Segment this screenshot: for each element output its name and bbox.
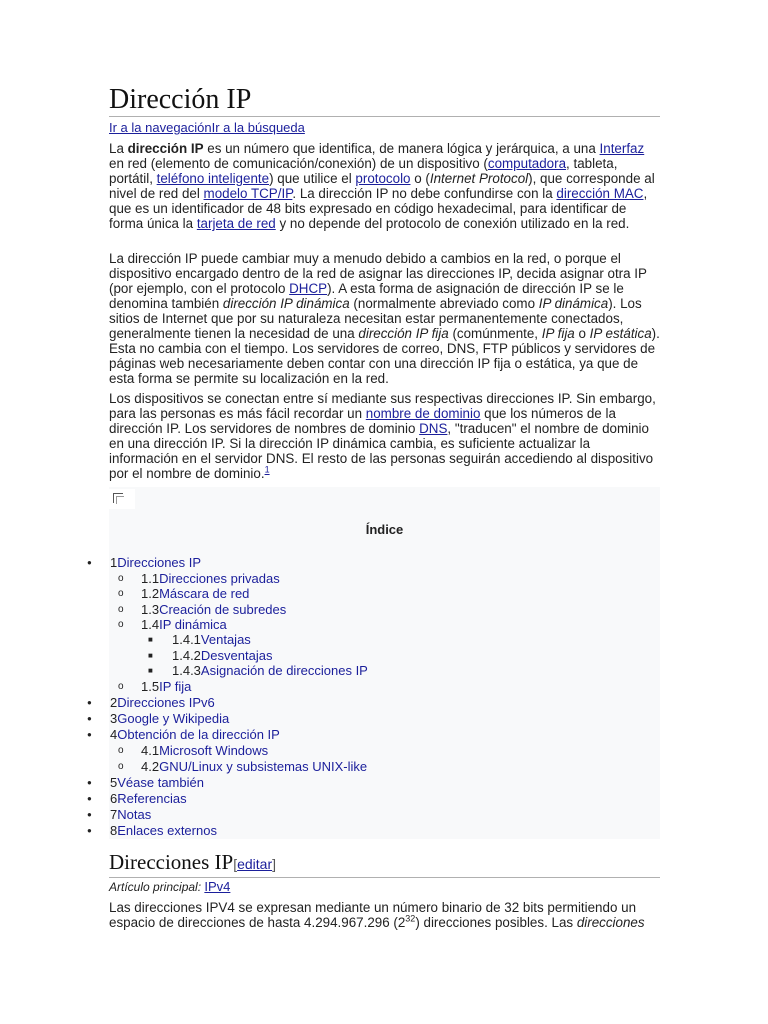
toc-bullet: ■ [148, 651, 153, 660]
section-title: Direcciones IP [109, 850, 234, 874]
toc-item[interactable] [172, 663, 368, 678]
toc-bullet: o [118, 588, 124, 599]
toc-item-label: Google y Wikipedia [117, 711, 230, 726]
toc-item-label: Véase también [117, 775, 204, 790]
toc-item[interactable] [110, 823, 217, 838]
toc-item[interactable] [110, 555, 201, 570]
toc-bullet: ● [87, 794, 92, 803]
text: o [574, 326, 590, 341]
toc-item-number: 1.4 [141, 617, 160, 632]
hatnote-label: Artículo principal: [109, 880, 205, 894]
toc-item-label: Direcciones IP [117, 555, 202, 570]
text: ), que corresponde al nivel de red del [109, 171, 655, 201]
edit-bracket-close: ] [272, 856, 277, 872]
toc-item-number: 2 [110, 695, 118, 710]
toc-item[interactable] [172, 648, 272, 663]
toc-item[interactable] [141, 759, 367, 774]
toc-bullet: o [118, 619, 124, 630]
italic-term: dirección IP dinámica [222, 296, 350, 311]
page-title: Dirección IP [109, 84, 660, 117]
superscript: 32 [405, 913, 416, 924]
toc-bullet: ● [87, 714, 92, 723]
toc-item[interactable] [172, 632, 251, 647]
toc-item-number: 8 [110, 823, 118, 838]
modelo-tcp-ip-link[interactable]: modelo TCP/IP [203, 186, 293, 201]
text: ). Esta no cambia con el tiempo. Los servidores de correo, DNS, FTP públicos y servidores de páginas web necesariamente deben contar con una dirección IP fija o estática, ya que de esta forma se permite su localización en la red. [109, 326, 660, 386]
toc-bullet: ● [87, 730, 92, 739]
edit-section-link[interactable]: editar [237, 856, 273, 872]
intro-paragraph-1 [109, 141, 661, 231]
toc-item[interactable] [141, 571, 280, 586]
text: La dirección IP puede cambiar muy a menudo debido a cambios en la red, o porque el dispositivo encargado dentro de la red de asignar las direcciones IP, decida asignar otra IP (por ejemplo, con el protocolo [109, 251, 647, 296]
section-heading-direcciones-ip [109, 850, 660, 878]
computadora-link[interactable]: computadora [487, 156, 567, 171]
jump-links [109, 120, 305, 135]
toc-item-label: GNU/Linux y subsistemas UNIX-like [159, 759, 368, 774]
text: ) que utilice el [269, 171, 356, 186]
toc-toggle-icon [113, 493, 123, 503]
toc-item-number: 1.5 [141, 679, 160, 694]
text: (normalmente abreviado como [349, 296, 539, 311]
text: es un número que identifica, de manera lógica y jerárquica, a una [203, 141, 600, 156]
toc-title: Índice [365, 522, 404, 537]
italic-term: IP estática [589, 326, 652, 341]
protocolo-link[interactable]: protocolo [355, 171, 411, 186]
toc-item-label: Microsoft Windows [159, 743, 269, 758]
toc-item[interactable] [110, 727, 280, 742]
italic-term: dirección IP fija [358, 326, 449, 341]
toc-item-number: 1.4.1 [172, 632, 201, 647]
text: , tableta, portátil, [109, 156, 618, 186]
toc-item-number: 1.3 [141, 602, 160, 617]
toc-item-number: 7 [110, 807, 118, 822]
toc-item-label: Enlaces externos [117, 823, 217, 838]
text: Los dispositivos se conectan entre sí mediante sus respectivas direcciones IP. Sin embargo, para las personas es más fácil recordar un [109, 391, 656, 421]
toc-item-number: 1 [110, 555, 118, 570]
toc-item[interactable] [141, 602, 286, 617]
italic-term: IP fija [541, 326, 575, 341]
text: o ( [410, 171, 430, 186]
telefono-inteligente-link[interactable]: teléfono inteligente [156, 171, 270, 186]
toc-item-number: 6 [110, 791, 118, 806]
text: y no depende del protocolo de conexión utilizado en la red. [275, 216, 630, 231]
interfaz-link[interactable]: Interfaz [599, 141, 645, 156]
toc-bullet: o [118, 681, 124, 692]
direccion-mac-link[interactable]: dirección MAC [556, 186, 644, 201]
toc-item-label: Asignación de direcciones IP [200, 663, 368, 678]
toc-item-label: Desventajas [200, 648, 273, 663]
toc-item-label: Ventajas [200, 632, 251, 647]
toc-item-number: 4.1 [141, 743, 160, 758]
hatnote [109, 879, 230, 895]
text: en red (elemento de comunicación/conexión) de un dispositivo ( [109, 156, 488, 171]
toc-bullet: o [118, 604, 124, 615]
toc-item[interactable] [141, 679, 191, 694]
toc-item-label: Creación de subredes [159, 602, 287, 617]
text: ). Los sitios de Internet que por su naturaleza necesitan estar permanentemente conectados, generalmente tienen la necesidad de una [109, 296, 642, 341]
toc-bullet: ● [87, 558, 92, 567]
toc-item-number: 1.4.3 [172, 663, 201, 678]
toc-item[interactable] [110, 775, 204, 790]
jump-to-search-link[interactable]: Ir a la búsqueda [211, 120, 305, 135]
toc-toggle-checkbox[interactable] [109, 489, 135, 509]
text: Las direcciones IPV4 se expresan mediante un número binario de 32 bits permitiendo un espacio de direcciones de hasta 4.294.967.296 (2 [109, 900, 637, 930]
toc-item-label: Máscara de red [159, 586, 250, 601]
text: La [109, 141, 128, 156]
toc-item-number: 4 [110, 727, 118, 742]
toc-item-label: Notas [117, 807, 152, 822]
edit-bracket-open: [ [233, 856, 238, 872]
toc-item[interactable] [141, 743, 268, 758]
toc-item-number: 5 [110, 775, 118, 790]
toc-item[interactable] [110, 695, 215, 710]
toc-item-label: IP dinámica [159, 617, 227, 632]
nombre-de-dominio-link[interactable]: nombre de dominio [365, 406, 481, 421]
toc-bullet: ● [87, 826, 92, 835]
toc-item-label: Obtención de la dirección IP [117, 727, 280, 742]
toc-item[interactable] [141, 617, 227, 632]
bold-term: dirección IP [127, 141, 204, 156]
toc-item[interactable] [110, 807, 151, 822]
edit-section [233, 856, 276, 872]
section-paragraph [109, 900, 661, 930]
text: . La dirección IP no debe confundirse con la [292, 186, 557, 201]
toc-bullet: ● [87, 778, 92, 787]
toc-item[interactable] [110, 711, 229, 726]
toc-item-number: 1.1 [141, 571, 160, 586]
toc-bullet: o [118, 573, 124, 584]
text: (comúnmente, [448, 326, 542, 341]
toc-bullet: o [118, 745, 124, 756]
toc-item[interactable] [110, 791, 187, 806]
italic-term: Internet Protocol [429, 171, 529, 186]
toc-item-number: 3 [110, 711, 118, 726]
toc-bullet: ● [87, 810, 92, 819]
toc-bullet: o [118, 761, 124, 772]
reference-1-link[interactable]: 1 [264, 464, 270, 475]
tarjeta-de-red-link[interactable]: tarjeta de red [196, 216, 276, 231]
intro-paragraph-3 [109, 391, 661, 481]
text: que los números de la dirección IP. Los servidores de nombres de dominio [109, 406, 616, 436]
italic-term: direcciones [576, 915, 645, 930]
dns-link[interactable]: DNS [419, 421, 448, 436]
toc-item-label: Direcciones privadas [159, 571, 280, 586]
toc-item-label: IP fija [159, 679, 192, 694]
toc-item-number: 4.2 [141, 759, 160, 774]
dhcp-link[interactable]: DHCP [289, 281, 328, 296]
toc-bullet: ■ [148, 635, 153, 644]
intro-paragraph-2 [109, 251, 661, 386]
toc-bullet: ■ [148, 666, 153, 675]
text: ) direcciones posibles. Las [415, 915, 577, 930]
toc-item-label: Referencias [117, 791, 187, 806]
text: , "traducen" el nombre de dominio en una dirección IP. Si la dirección IP dinámica cambia, es suficiente actualizar la información en el servidor DNS. El resto de las personas seguirán accediendo al dispositivo por el nombre de dominio. [109, 421, 654, 481]
ipv4-link[interactable]: IPv4 [204, 879, 231, 894]
toc-bullet: ● [87, 698, 92, 707]
toc-item[interactable] [141, 586, 249, 601]
toc-item-label: Direcciones IPv6 [117, 695, 215, 710]
toc-item-number: 1.2 [141, 586, 160, 601]
jump-to-navigation-link[interactable]: Ir a la navegación [109, 120, 212, 135]
text: ). A esta forma de asignación de dirección IP se le denomina también [109, 281, 624, 311]
toc-item-number: 1.4.2 [172, 648, 201, 663]
italic-term: IP dinámica [538, 296, 609, 311]
text: , que es un identificador de 48 bits expresado en código hexadecimal, para identificar de forma única la [109, 186, 648, 231]
